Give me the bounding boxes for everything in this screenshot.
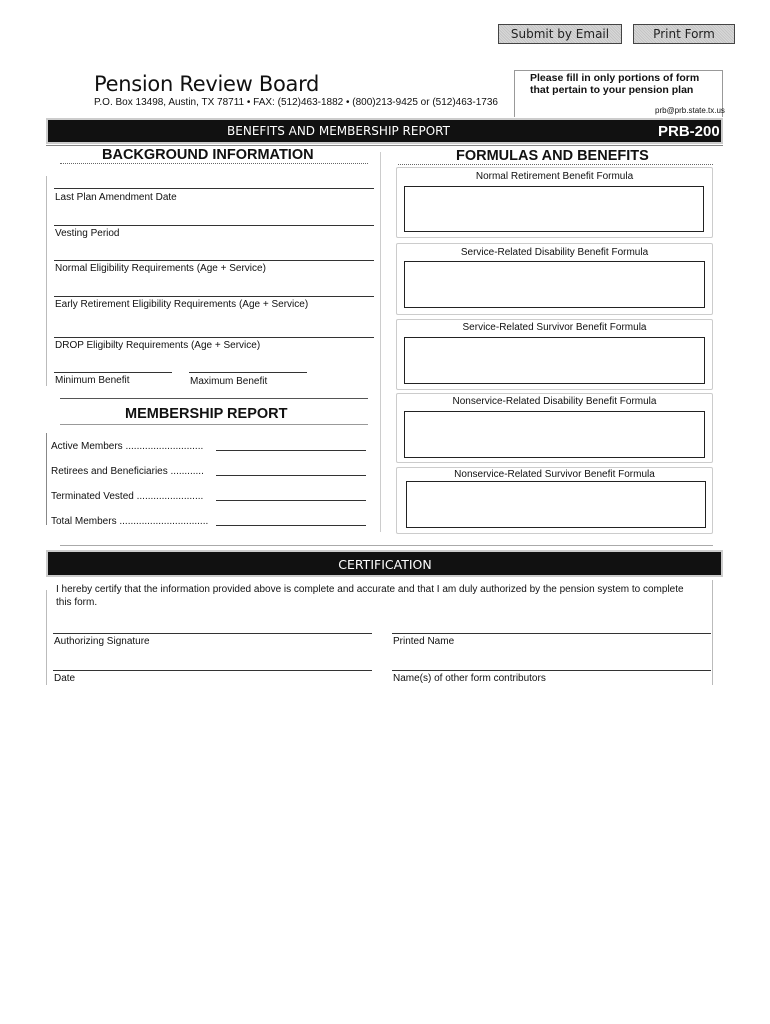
service-survivor-label: Service-Related Survivor Benefit Formula xyxy=(462,322,647,333)
other-contributors-field[interactable] xyxy=(392,670,711,671)
retirees-beneficiaries-label: Retirees and Beneficiaries ............ xyxy=(51,466,204,477)
drop-eligibility-field[interactable] xyxy=(54,337,374,338)
band-underline xyxy=(46,145,723,146)
form-code: PRB-200 xyxy=(658,123,720,140)
vesting-period-field[interactable] xyxy=(54,225,374,226)
certification-statement: I hereby certify that the information provided above is complete and accurate and that I am duly authorized by the pension system to complete this form. xyxy=(56,584,684,608)
terminated-vested-field[interactable] xyxy=(216,500,366,501)
instruction-note: Please fill in only portions of form that pertain to your pension plan xyxy=(530,72,700,96)
minimum-benefit-label: Minimum Benefit xyxy=(55,375,130,386)
last-plan-amendment-field[interactable] xyxy=(54,188,374,189)
background-left-border xyxy=(46,176,47,386)
background-heading: BACKGROUND INFORMATION xyxy=(102,147,314,163)
minimum-benefit-field[interactable] xyxy=(54,372,172,373)
retirees-beneficiaries-field[interactable] xyxy=(216,475,366,476)
active-members-label: Active Members ............................ xyxy=(51,441,204,452)
certification-left-border xyxy=(46,590,47,685)
vesting-period-label: Vesting Period xyxy=(55,228,120,239)
last-plan-amendment-label: Last Plan Amendment Date xyxy=(55,192,177,203)
formulas-heading-rule xyxy=(398,164,713,165)
early-eligibility-field[interactable] xyxy=(54,296,374,297)
organization-address: P.O. Box 13498, Austin, TX 78711 • FAX: (512)463-1882 • (800)213-9425 or (512)463-1736 xyxy=(94,97,498,108)
certification-right-border xyxy=(712,580,713,685)
contact-email: prb@prb.state.tx.us xyxy=(655,106,725,115)
maximum-benefit-label: Maximum Benefit xyxy=(190,376,268,387)
authorizing-signature-label: Authorizing Signature xyxy=(54,636,150,647)
certification-top-rule xyxy=(60,545,713,546)
normal-eligibility-label: Normal Eligibility Requirements (Age + Service) xyxy=(55,263,266,274)
membership-top-rule xyxy=(60,398,368,399)
background-heading-rule xyxy=(60,163,368,164)
service-survivor-formula-field[interactable] xyxy=(404,337,705,384)
other-contributors-label: Name(s) of other form contributors xyxy=(393,673,546,684)
organization-title: Pension Review Board xyxy=(94,72,320,96)
total-members-field[interactable] xyxy=(216,525,366,526)
authorizing-signature-field[interactable] xyxy=(53,633,372,634)
membership-heading-rule xyxy=(60,424,368,425)
column-divider xyxy=(380,152,381,532)
service-disability-formula-field[interactable] xyxy=(404,261,705,308)
formulas-heading: FORMULAS AND BENEFITS xyxy=(456,148,649,164)
nonservice-disability-formula-field[interactable] xyxy=(404,411,705,458)
submit-by-email-button[interactable]: Submit by Email xyxy=(498,24,622,44)
total-members-label: Total Members ................................ xyxy=(51,516,209,527)
nonservice-survivor-label: Nonservice-Related Survivor Benefit Formula xyxy=(454,469,655,480)
service-disability-label: Service-Related Disability Benefit Formula xyxy=(460,247,649,258)
printed-name-field[interactable] xyxy=(392,633,711,634)
date-field[interactable] xyxy=(53,670,372,671)
print-form-button[interactable]: Print Form xyxy=(633,24,735,44)
nonservice-survivor-formula-field[interactable] xyxy=(406,481,706,528)
terminated-vested-label: Terminated Vested ........................ xyxy=(51,491,204,502)
report-title: BENEFITS AND MEMBERSHIP REPORT xyxy=(227,124,450,138)
normal-eligibility-field[interactable] xyxy=(54,260,374,261)
nonservice-disability-label: Nonservice-Related Disability Benefit Formula xyxy=(452,396,657,407)
normal-retirement-formula-field[interactable] xyxy=(404,186,704,232)
certification-heading: CERTIFICATION xyxy=(338,557,432,572)
date-label: Date xyxy=(54,673,76,684)
normal-retirement-label: Normal Retirement Benefit Formula xyxy=(475,171,634,182)
drop-eligibility-label: DROP Eligibilty Requirements (Age + Service) xyxy=(55,340,261,351)
early-eligibility-label: Early Retirement Eligibility Requirements (Age + Service) xyxy=(55,299,309,310)
membership-heading: MEMBERSHIP REPORT xyxy=(125,406,288,422)
active-members-field[interactable] xyxy=(216,450,366,451)
maximum-benefit-field[interactable] xyxy=(189,372,307,373)
printed-name-label: Printed Name xyxy=(393,636,455,647)
membership-left-border xyxy=(46,433,47,525)
